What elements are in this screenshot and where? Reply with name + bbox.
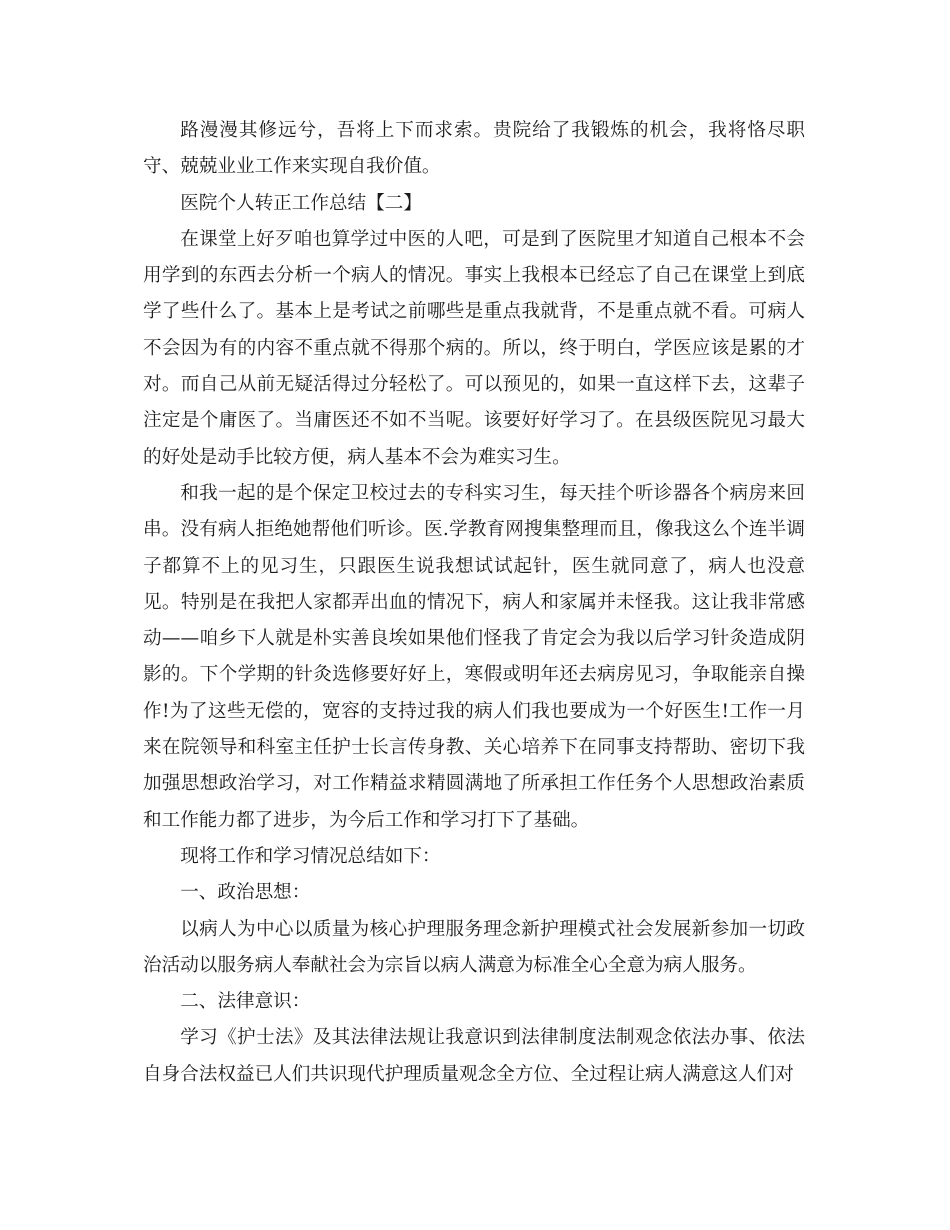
paragraph-internship: 和我一起的是个保定卫校过去的专科实习生，每天挂个听诊器各个病房来回串。没有病人拒绝她帮他们听诊。医.学教育网搜集整理而且，像我这么个连半调子都算不上的见习生，只跟医生说我想试试起针，医生就同意了，病人也没意见。特别是在我把人家都弄出血的情况下，病人和家属并未怪我。这让我非常感动——咱乡下人就是朴实善良埃如果他们怪我了肯定会为我以后学习针灸造成阴影的。下个学期的针灸选修要好好上，寒假或明年还去病房见习，争取能亲自操作!为了这些无偿的，宽容的支持过我的病人们我也要成为一个好医生!工作一月来在院领导和科室主任护士长言传身教、关心培养下在同事支持帮助、密切下我加强思想政治学习，对工作精益求精圆满地了所承担工作任务个人思想政治素质和工作能力都了进步，为今后工作和学习打下了基础。	[143, 482, 805, 831]
subheading-politics: 一、政治思想：	[180, 882, 311, 904]
subheading-law: 二、法律意识：	[180, 991, 311, 1013]
paragraph-politics: 以病人为中心以质量为核心护理服务理念新护理模式社会发展新参加一切政治活动以服务病人奉献社会为宗旨以病人满意为标准全心全意为病人服务。	[143, 918, 805, 976]
paragraph-law: 学习《护士法》及其法律法规让我意识到法律制度法制观念依法办事、依法自身合法权益已人们共识现代护理质量观念全方位、全过程让病人满意这人们对	[143, 1027, 805, 1085]
paragraph-closing: 路漫漫其修远兮，吾将上下而求索。贵院给了我锻炼的机会，我将恪尽职守、兢兢业业工作来实现自我价值。	[143, 120, 805, 178]
document-page	[143, 113, 805, 1093]
section-heading: 医院个人转正工作总结【二】	[180, 192, 422, 214]
paragraph-classroom: 在课堂上好歹咱也算学过中医的人吧，可是到了医院里才知道自己根本不会用学到的东西去分析一个病人的情况。事实上我根本已经忘了自己在课堂上到底学了些什么了。基本上是考试之前哪些是重点我就背，不是重点就不看。可病人不会因为有的内容不重点就不得那个病的。所以，终于明白，学医应该是累的才对。而自己从前无疑活得过分轻松了。可以预见的，如果一直这样下去，这辈子注定是个庸医了。当庸医还不如不当呢。该要好好学习了。在县级医院见习最大的好处是动手比较方便，病人基本不会为难实习生。	[143, 228, 805, 468]
paragraph-summary-intro: 现将工作和学习情况总结如下：	[180, 845, 441, 867]
